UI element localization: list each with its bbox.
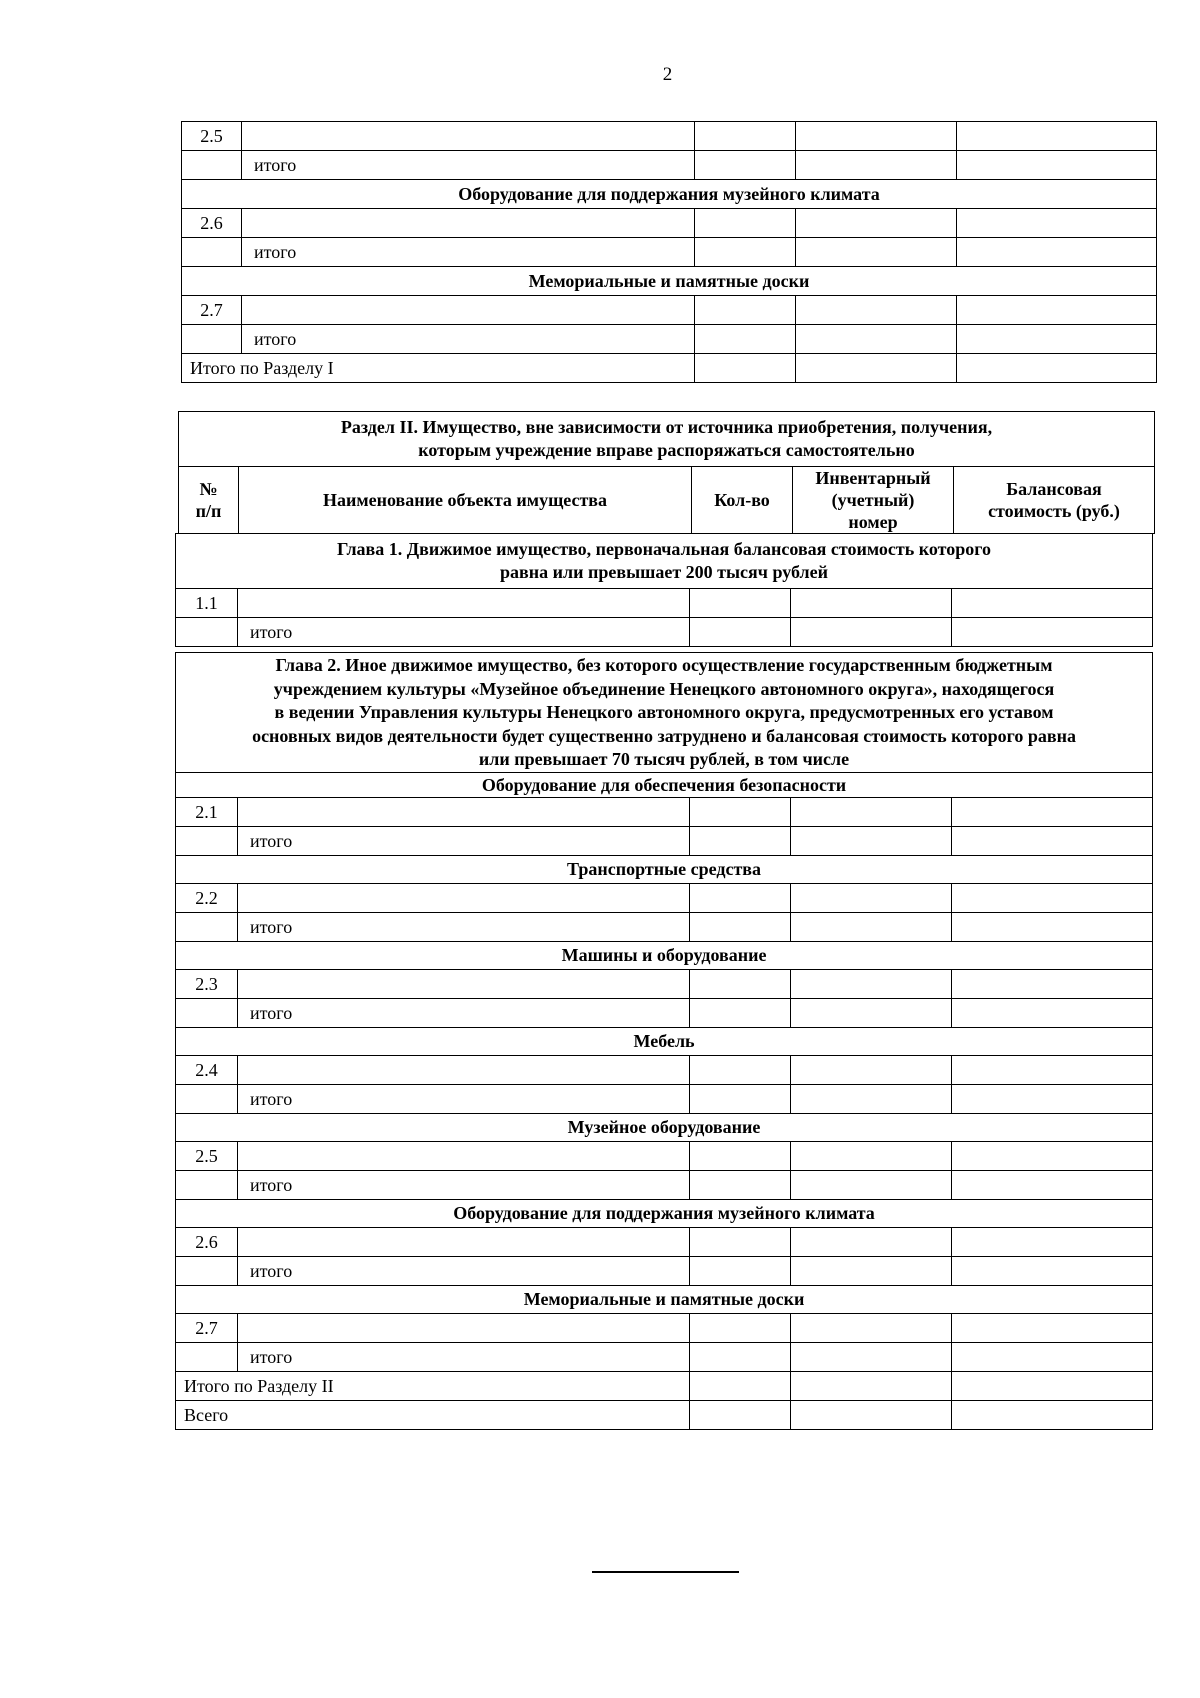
value-cell	[952, 1227, 1153, 1256]
row-number	[176, 1342, 238, 1371]
column-header-text: (учетный)	[831, 490, 915, 510]
value-cell	[957, 209, 1157, 238]
subtotal-row	[182, 325, 1157, 354]
inventory-cell	[791, 618, 952, 647]
value-cell	[952, 1313, 1153, 1342]
qty-cell	[690, 969, 791, 998]
subtotal-row	[176, 912, 1153, 941]
inventory-cell	[796, 354, 957, 383]
row-number: 2.5	[182, 122, 242, 151]
value-cell	[952, 1256, 1153, 1285]
item-name-cell	[242, 122, 695, 151]
item-name-cell	[242, 209, 695, 238]
column-header-name: Наименование объекта имущества	[239, 467, 692, 534]
row-number: 1.1	[176, 589, 238, 618]
inventory-cell	[796, 209, 957, 238]
subtotal-label: итого	[238, 1342, 690, 1371]
subtotal-row	[176, 998, 1153, 1027]
row-number	[182, 238, 242, 267]
inventory-cell	[796, 296, 957, 325]
row-number	[176, 998, 238, 1027]
qty-cell	[690, 1342, 791, 1371]
subtotal-label: итого	[242, 151, 695, 180]
qty-cell	[695, 209, 796, 238]
value-cell	[957, 296, 1157, 325]
value-cell	[952, 998, 1153, 1027]
section-2-header-table	[178, 411, 1155, 534]
inventory-cell	[791, 998, 952, 1027]
subtotal-label: итого	[238, 826, 690, 855]
section-2-title-line: Раздел II. Имущество, вне зависимости от источника приобретения, получения,	[340, 417, 993, 437]
table-row	[176, 1141, 1153, 1170]
subtotal-row	[176, 1342, 1153, 1371]
value-cell	[957, 151, 1157, 180]
inventory-cell	[791, 826, 952, 855]
item-name-cell	[238, 969, 690, 998]
row-number	[176, 1170, 238, 1199]
inventory-cell	[791, 1371, 952, 1400]
qty-cell	[690, 998, 791, 1027]
section-total-label: Итого по Разделу I	[182, 354, 695, 383]
subtotal-row	[176, 1084, 1153, 1113]
column-header-number	[179, 467, 239, 534]
table-row	[176, 797, 1153, 826]
qty-cell	[690, 1371, 791, 1400]
subtotal-row	[176, 618, 1153, 647]
inventory-cell	[791, 797, 952, 826]
chapter-2-title-line: учреждением культуры «Музейное объединение Ненецкого автономного округа», находящегося	[273, 678, 1055, 699]
row-number	[176, 618, 238, 647]
table-row	[182, 209, 1157, 238]
value-cell	[957, 354, 1157, 383]
column-header-inventory	[793, 467, 954, 534]
value-cell	[952, 618, 1153, 647]
row-number: 2.6	[176, 1227, 238, 1256]
value-cell	[952, 1371, 1153, 1400]
value-cell	[952, 797, 1153, 826]
subtotal-label: итого	[238, 1084, 690, 1113]
row-number: 2.7	[176, 1313, 238, 1342]
grand-total-row	[176, 1400, 1153, 1429]
qty-cell	[695, 151, 796, 180]
value-cell	[952, 1141, 1153, 1170]
qty-cell	[690, 1084, 791, 1113]
table-row	[176, 1227, 1153, 1256]
inventory-cell	[791, 1227, 952, 1256]
value-cell	[952, 589, 1153, 618]
column-header-text: п/п	[195, 501, 222, 521]
group-heading-row	[176, 941, 1153, 969]
row-number: 2.1	[176, 797, 238, 826]
row-number: 2.3	[176, 969, 238, 998]
group-heading: Машины и оборудование	[176, 941, 1153, 969]
group-heading: Транспортные средства	[176, 855, 1153, 883]
chapter-1-title-line: равна или превышает 200 тысяч рублей	[500, 562, 828, 582]
column-header-text: Балансовая	[1006, 479, 1102, 499]
qty-cell	[690, 1400, 791, 1429]
value-cell	[952, 1170, 1153, 1199]
chapter-1-title-line: Глава 1. Движимое имущество, первоначальная балансовая стоимость которого	[337, 539, 991, 559]
table-row	[176, 969, 1153, 998]
qty-cell	[695, 238, 796, 267]
chapter-2-title-line: в ведении Управления культуры Ненецкого автономного округа, предусмотренных его уставом	[274, 702, 1054, 722]
group-heading: Оборудование для поддержания музейного климата	[182, 180, 1157, 209]
inventory-cell	[796, 325, 957, 354]
inventory-cell	[791, 1342, 952, 1371]
group-heading: Мемориальные и памятные доски	[182, 267, 1157, 296]
value-cell	[957, 325, 1157, 354]
inventory-cell	[791, 1141, 952, 1170]
column-header-balance	[954, 467, 1155, 534]
qty-cell	[690, 1256, 791, 1285]
column-header-text: номер	[848, 512, 898, 532]
value-cell	[952, 883, 1153, 912]
qty-cell	[695, 296, 796, 325]
value-cell	[952, 826, 1153, 855]
section-2-title	[179, 412, 1155, 467]
subtotal-row	[176, 1256, 1153, 1285]
inventory-cell	[791, 1256, 952, 1285]
row-number: 2.2	[176, 883, 238, 912]
subtotal-label: итого	[238, 912, 690, 941]
qty-cell	[690, 883, 791, 912]
value-cell	[952, 1055, 1153, 1084]
chapter-title-row	[176, 653, 1153, 773]
qty-cell	[690, 826, 791, 855]
section-total-label: Итого по Разделу II	[176, 1371, 690, 1400]
page-number: 2	[662, 64, 673, 85]
item-name-cell	[238, 883, 690, 912]
subtotal-label: итого	[238, 998, 690, 1027]
item-name-cell	[238, 1141, 690, 1170]
section-title-row	[179, 412, 1155, 467]
inventory-cell	[796, 238, 957, 267]
item-name-cell	[242, 296, 695, 325]
inventory-cell	[791, 969, 952, 998]
value-cell	[952, 912, 1153, 941]
table-row	[182, 122, 1157, 151]
group-heading: Оборудование для поддержания музейного климата	[176, 1199, 1153, 1227]
inventory-cell	[791, 883, 952, 912]
value-cell	[952, 1400, 1153, 1429]
qty-cell	[690, 1313, 791, 1342]
subtotal-row	[176, 1170, 1153, 1199]
group-heading: Оборудование для обеспечения безопасности	[176, 772, 1153, 797]
value-cell	[957, 122, 1157, 151]
column-header-text: стоимость (руб.)	[988, 501, 1120, 521]
group-heading-row	[176, 855, 1153, 883]
value-cell	[957, 238, 1157, 267]
subtotal-label: итого	[238, 618, 690, 647]
row-number	[182, 151, 242, 180]
row-number	[176, 912, 238, 941]
footer-divider	[592, 1571, 739, 1573]
chapter-1-table	[175, 533, 1153, 647]
item-name-cell	[238, 1227, 690, 1256]
inventory-cell	[796, 151, 957, 180]
inventory-cell	[791, 1084, 952, 1113]
chapter-2-table	[175, 652, 1153, 1430]
grand-total-label: Всего	[176, 1400, 690, 1429]
chapter-2-title	[176, 653, 1153, 773]
value-cell	[952, 1342, 1153, 1371]
group-heading: Мебель	[176, 1027, 1153, 1055]
inventory-cell	[791, 1400, 952, 1429]
qty-cell	[690, 1055, 791, 1084]
qty-cell	[690, 1227, 791, 1256]
inventory-cell	[796, 122, 957, 151]
row-number: 2.5	[176, 1141, 238, 1170]
qty-cell	[695, 122, 796, 151]
item-name-cell	[238, 1313, 690, 1342]
group-heading-row	[176, 1113, 1153, 1141]
row-number	[176, 826, 238, 855]
row-number	[176, 1084, 238, 1113]
inventory-cell	[791, 912, 952, 941]
chapter-2-title-line: основных видов деятельности будет существенно затруднено и балансовая стоимость которого равна	[252, 725, 1076, 746]
group-heading-row	[182, 180, 1157, 209]
subtotal-label: итого	[238, 1256, 690, 1285]
subtotal-row	[182, 151, 1157, 180]
table-row	[182, 296, 1157, 325]
qty-cell	[690, 1141, 791, 1170]
chapter-2-title-line: или превышает 70 тысяч рублей, в том числе	[478, 749, 850, 769]
subtotal-row	[182, 238, 1157, 267]
qty-cell	[690, 589, 791, 618]
column-header-qty: Кол-во	[692, 467, 793, 534]
table-row	[176, 589, 1153, 618]
group-heading: Музейное оборудование	[176, 1113, 1153, 1141]
value-cell	[952, 1084, 1153, 1113]
inventory-cell	[791, 1170, 952, 1199]
group-heading-row	[182, 267, 1157, 296]
table-row	[176, 883, 1153, 912]
row-number	[182, 325, 242, 354]
qty-cell	[695, 354, 796, 383]
row-number	[176, 1256, 238, 1285]
group-heading-row	[176, 1199, 1153, 1227]
inventory-cell	[791, 1313, 952, 1342]
subtotal-label: итого	[238, 1170, 690, 1199]
item-name-cell	[238, 797, 690, 826]
qty-cell	[690, 618, 791, 647]
qty-cell	[695, 325, 796, 354]
column-header-row	[179, 467, 1155, 534]
chapter-2-title-line: Глава 2. Иное движимое имущество, без которого осуществление государственным бюджетным	[275, 655, 1053, 675]
group-heading-row	[176, 1027, 1153, 1055]
inventory-cell	[791, 1055, 952, 1084]
subtotal-row	[176, 826, 1153, 855]
item-name-cell	[238, 589, 690, 618]
qty-cell	[690, 1170, 791, 1199]
chapter-1-title	[176, 534, 1153, 589]
table-row	[176, 1055, 1153, 1084]
column-header-text: №	[199, 479, 218, 499]
inventory-cell	[791, 589, 952, 618]
column-header-text: Инвентарный	[815, 468, 931, 488]
row-number: 2.7	[182, 296, 242, 325]
item-name-cell	[238, 1055, 690, 1084]
value-cell	[952, 969, 1153, 998]
table-row	[176, 1313, 1153, 1342]
subtotal-label: итого	[242, 325, 695, 354]
section-1-tail-table	[181, 121, 1157, 383]
qty-cell	[690, 797, 791, 826]
section-2-title-line: которым учреждение вправе распоряжаться самостоятельно	[418, 440, 915, 460]
qty-cell	[690, 912, 791, 941]
row-number: 2.4	[176, 1055, 238, 1084]
chapter-title-row	[176, 534, 1153, 589]
section-total-row	[176, 1371, 1153, 1400]
section-total-row	[182, 354, 1157, 383]
subtotal-label: итого	[242, 238, 695, 267]
group-heading-row	[176, 1285, 1153, 1313]
row-number: 2.6	[182, 209, 242, 238]
group-heading-row	[176, 772, 1153, 797]
group-heading: Мемориальные и памятные доски	[176, 1285, 1153, 1313]
